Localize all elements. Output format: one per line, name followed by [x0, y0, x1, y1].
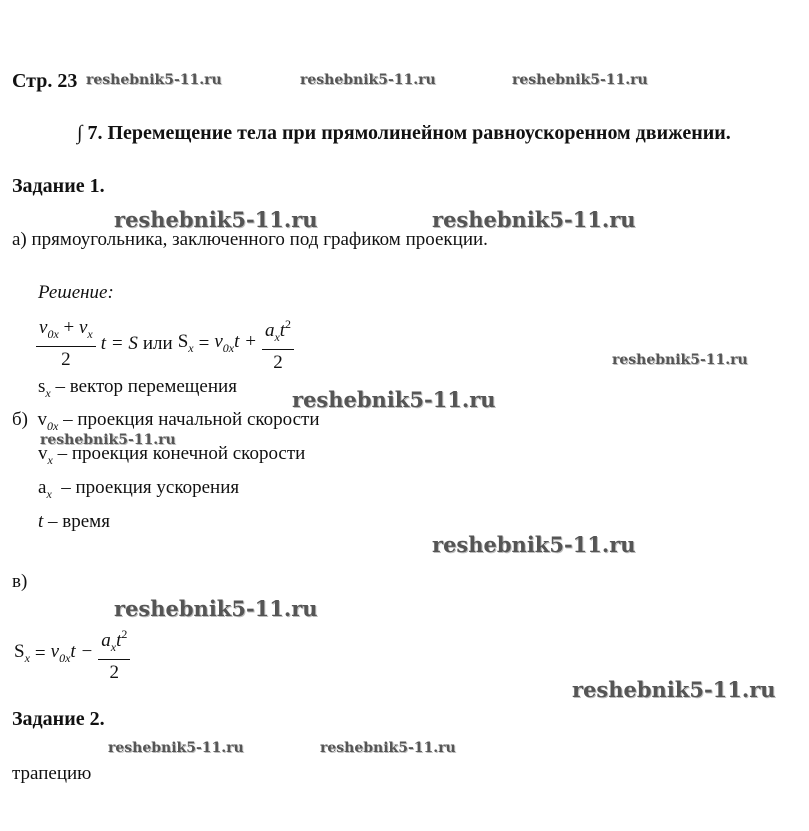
fraction-velocity-sum: $\frac{v_{0x} + v_x}{2}$ — [36, 317, 96, 371]
page-label: Стр. 23 — [12, 70, 78, 92]
task1-answer-a: а) прямоугольника, заключенного под графиком проекции. — [12, 229, 488, 250]
watermark: reshebnik5-11.ru — [86, 72, 222, 88]
solution-label: Решение: — [38, 282, 114, 303]
definition-row: б) $v_{0x}$ – проекция начальной скорости — [12, 409, 320, 433]
watermark: reshebnik5-11.ru — [512, 72, 648, 88]
formula-displacement: $S_x$ = $v_{0x}t$ − $\frac{a_xt^2}{2}$ — [14, 623, 130, 684]
definition-row: $a_x$ – проекция ускорения — [38, 477, 240, 501]
watermark: reshebnik5-11.ru — [292, 387, 496, 412]
watermark: reshebnik5-11.ru — [300, 72, 436, 88]
task1-heading: Задание 1. — [12, 175, 105, 197]
fraction-acceleration: $\frac{a_xt^2}{2}$ — [262, 313, 294, 374]
formula-distance: $\frac{v_{0x} + v_x}{2}$ t = S или $S_x$ = $v_{0x}t$ + $\frac{a_xt^2}{2}$ — [36, 313, 294, 374]
part-v-label: в) — [12, 571, 28, 592]
fraction-acceleration: $\frac{a_xt^2}{2}$ — [98, 623, 130, 684]
section-title: ∫ 7. Перемещение тела при прямолинейном равноускоренном движении. — [77, 122, 731, 144]
watermark: reshebnik5-11.ru — [108, 740, 244, 756]
watermark: reshebnik5-11.ru — [612, 352, 748, 368]
watermark: reshebnik5-11.ru — [114, 207, 318, 232]
watermark: reshebnik5-11.ru — [114, 596, 318, 621]
task2-answer: трапецию — [12, 763, 92, 784]
definition-row: $s_x$ – вектор перемещения — [38, 376, 237, 400]
definition-row: $v_x$ – проекция конечной скорости — [38, 443, 306, 467]
definition-row: t – время — [38, 511, 110, 532]
watermark: reshebnik5-11.ru — [572, 677, 776, 702]
watermark: reshebnik5-11.ru — [40, 432, 176, 448]
task2-heading: Задание 2. — [12, 708, 105, 730]
watermark: reshebnik5-11.ru — [432, 532, 636, 557]
watermark: reshebnik5-11.ru — [320, 740, 456, 756]
watermark: reshebnik5-11.ru — [432, 207, 636, 232]
